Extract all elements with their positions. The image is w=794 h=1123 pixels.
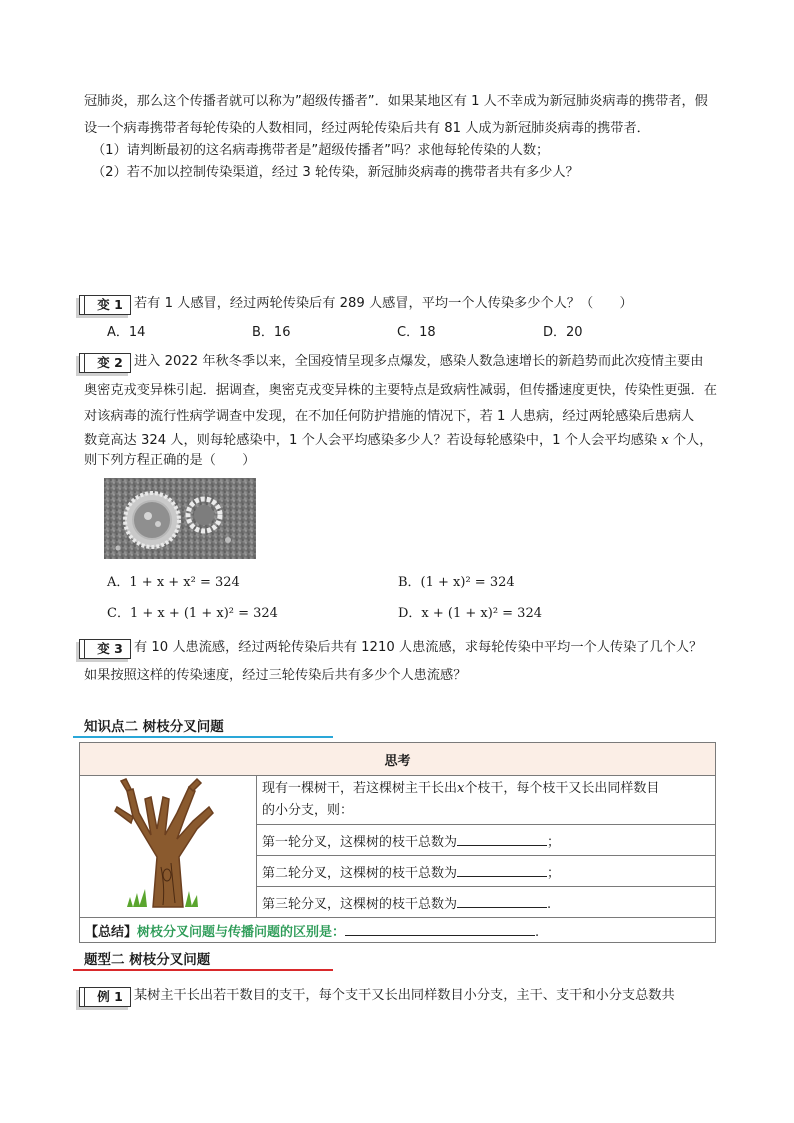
answer-blank[interactable] — [457, 833, 547, 846]
section-2-title: 知识点二 树枝分叉问题 — [84, 719, 224, 735]
variant-3-line-2: 如果按照这样的传染速度，经过三轮传染后共有多少个人患流感？ — [84, 668, 467, 683]
table-header: 思考 — [80, 743, 716, 776]
variable-x: x — [661, 433, 669, 448]
table-intro-cell: 现有一棵树干，若这棵树主干长出x个枝干，每个枝干又长出同样数目 的小分支，则： — [257, 776, 716, 825]
type-2-title: 题型二 树枝分叉问题 — [84, 952, 211, 968]
variant-3-line-1: 有 10 人患流感，经过两轮传染后共有 1210 人患流感，求每轮传染中平均一个人传染了几个人？ — [134, 640, 703, 655]
variant-1-question: 若有 1 人感冒，经过两轮传染后有 289 人感冒，平均一个人传染多少个人？（ ） — [134, 296, 633, 311]
intro-question-1: （1）请判断最初的这名病毒携带者是”超级传播者”吗？求他每轮传染的人数； — [92, 143, 550, 158]
variant-1-option-a: A．14 — [107, 325, 146, 340]
tree-icon — [93, 777, 243, 912]
intro-line-2: 设一个病毒携带者每轮传染的人数相同，经过两轮传染后共有 81 人成为新冠肺炎病毒的携带者． — [84, 121, 650, 136]
section-2-underline — [73, 736, 333, 738]
summary-label: 【总结】 — [85, 924, 138, 940]
intro-line-1: 冠肺炎，那么这个传播者就可以称为”超级传播者”．如果某地区有 1 人不幸成为新冠肺炎病毒的携带者，假 — [84, 94, 708, 109]
variant-1-option-c: C．18 — [397, 325, 436, 340]
virus-micrograph-image — [104, 478, 256, 559]
example-1-tag: 例 1 — [79, 987, 131, 1007]
variant-2-line-5: 则下列方程正确的是（ ） — [84, 453, 256, 468]
variant-2-line-4: 数竟高达 324 人，则每轮感染中，1 个人会平均感染多少人？若设每轮感染中，1 个人会平均感染 x 个人， — [84, 433, 713, 448]
variable-x: x — [457, 781, 465, 796]
variant-2-option-c: C．1 + x + (1 + x)² = 324 — [107, 606, 278, 621]
variant-2-tag: 变 2 — [79, 353, 131, 373]
variant-2-option-b: B．(1 + x)² = 324 — [398, 575, 515, 590]
summary-answer-blank[interactable] — [345, 923, 535, 936]
variant-2-option-d: D．x + (1 + x)² = 324 — [398, 606, 542, 621]
variant-3-tag: 变 3 — [79, 639, 131, 659]
variant-1-option-b: B．16 — [252, 325, 291, 340]
type-2-underline — [73, 969, 333, 971]
first-branch-row: 第一轮分叉，这棵树的枝干总数为 ； — [257, 825, 716, 856]
example-1-line-1: 某树主干长出若干数目的支干，每个支干又长出同样数目小分支，主干、支干和小分支总数共 — [134, 988, 675, 1003]
summary-text: 树枝分叉问题与传播问题的区别是： — [137, 924, 346, 940]
answer-blank[interactable] — [457, 895, 547, 908]
variant-1-option-d: D．20 — [543, 325, 583, 340]
variant-2-option-a: A．1 + x + x² = 324 — [107, 575, 240, 590]
summary-row: 【总结】树枝分叉问题与传播问题的区别是： . — [80, 918, 716, 943]
variant-2-line-2: 奥密克戎变异株引起．据调查，奥密克戎变异株的主要特点是致病性减弱，但传播速度更快，传染性更强．在 — [84, 383, 717, 398]
variant-1-tag: 变 1 — [79, 295, 131, 315]
variant-2-line-3: 对该病毒的流行性病学调查中发现，在不加任何防护措施的情况下，若 1 人患病，经过两轮感染后患病人 — [84, 409, 695, 424]
think-table — [79, 742, 716, 943]
third-branch-row: 第三轮分叉，这棵树的枝干总数为 . — [257, 887, 716, 918]
intro-question-2: （2）若不加以控制传染渠道，经过 3 轮传染，新冠肺炎病毒的携带者共有多少人？ — [92, 165, 579, 180]
second-branch-row: 第二轮分叉，这棵树的枝干总数为 ； — [257, 856, 716, 887]
answer-blank[interactable] — [457, 864, 547, 877]
variant-2-line-1: 进入 2022 年秋冬季以来，全国疫情呈现多点爆发，感染人数急速增长的新趋势而此次疫情主要由 — [134, 354, 704, 369]
tree-image-cell — [80, 776, 257, 918]
